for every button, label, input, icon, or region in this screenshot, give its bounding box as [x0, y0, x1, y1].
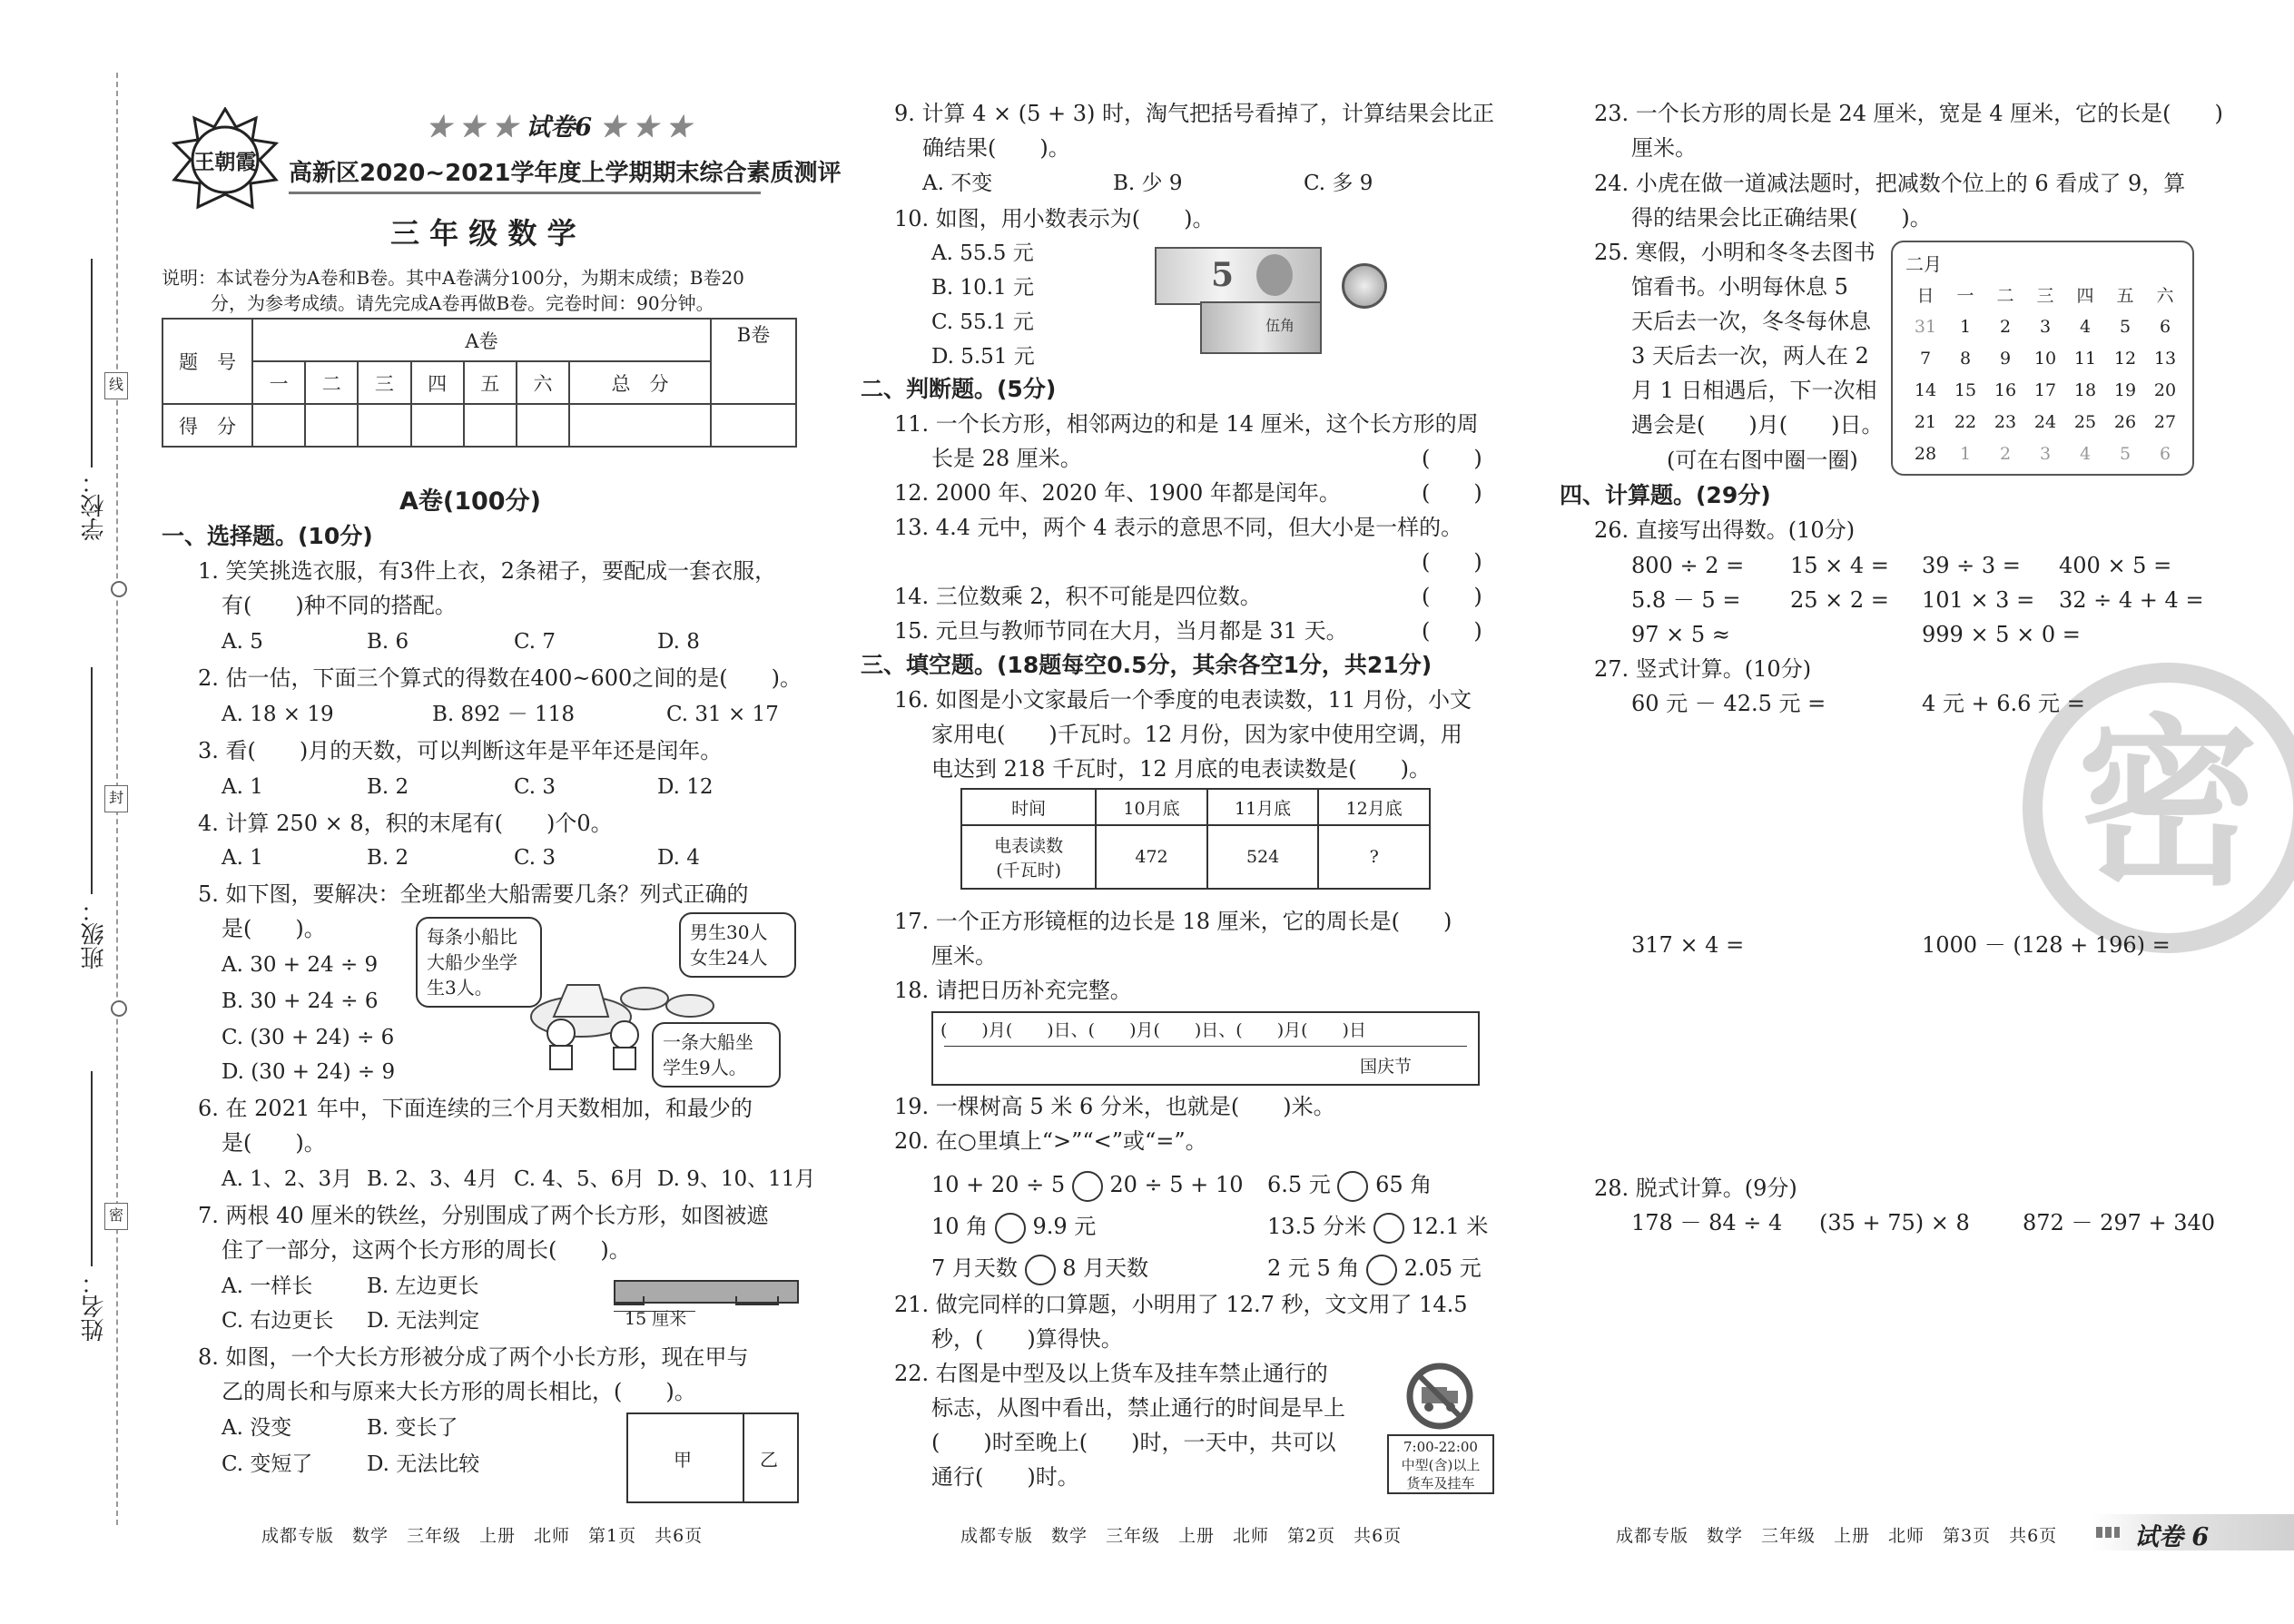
- q18-holiday-label: 国庆节: [1360, 1057, 1413, 1077]
- calendar-day[interactable]: 4: [2079, 316, 2092, 337]
- q6-text: 是( )。: [222, 1130, 326, 1156]
- q7-option-b[interactable]: B. 左边更长: [367, 1275, 479, 1298]
- calendar-day-other-month[interactable]: 4: [2079, 443, 2092, 464]
- coin-icon: [1342, 263, 1387, 309]
- score-col: 三: [358, 361, 410, 404]
- banknote-5jiao-icon: 伍角: [1200, 301, 1322, 354]
- calendar-day[interactable]: 17: [2033, 379, 2057, 400]
- calendar-day[interactable]: 12: [2113, 348, 2137, 369]
- q3-text: 3. 看( )月的天数，可以判断这年是平年还是闰年。: [198, 738, 723, 763]
- q20-item-1: 10 + 20 ÷ 5 20 ÷ 5 + 10: [931, 1167, 1243, 1202]
- name-field-label: 姓名：: [81, 1271, 108, 1342]
- q16-meter-table: [960, 788, 1431, 890]
- calendar-day[interactable]: 20: [2153, 379, 2177, 400]
- q14-text: 14. 三位数乘 2，积不可能是四位数。: [894, 584, 1262, 609]
- score-cell[interactable]: [411, 404, 464, 447]
- q17-text: 厘米。: [931, 943, 997, 969]
- q26-item: 800 ÷ 2 =: [1631, 553, 1745, 578]
- q7-text: 7. 两根 40 厘米的铁丝，分别围成了两个长方形，如图被遮: [198, 1203, 769, 1228]
- q8-option-b[interactable]: B. 变长了: [367, 1416, 458, 1440]
- q3-option-a[interactable]: A. 1: [222, 775, 263, 799]
- q12-text: 12. 2000 年、2020 年、1900 年都是闰年。: [894, 480, 1341, 506]
- q25-text: 遇会是( )月( )日。: [1631, 412, 1884, 438]
- q9-option-a[interactable]: A. 不变: [922, 172, 993, 195]
- calendar-day[interactable]: 14: [1914, 379, 1937, 400]
- q20-item-5: 7 月天数 8 月天数: [931, 1251, 1148, 1285]
- q5-text: 5. 如下图，要解决：全班都坐大船需要几条？列式正确的: [198, 881, 749, 907]
- q16-text: 电达到 218 千瓦时，12 月底的电表读数是( )。: [931, 756, 1431, 782]
- q8-text: 8. 如图，一个大长方形被分成了两个小长方形，现在甲与: [198, 1344, 749, 1370]
- meter-row-label: 电表读数 (千瓦时): [961, 825, 1096, 889]
- weekday-label: 三: [2036, 286, 2054, 306]
- q2-text: 2. 估一估，下面三个算式的得数在400~600之间的是( )。: [198, 665, 802, 691]
- q5-text: 是( )。: [222, 916, 326, 941]
- score-col: 四: [411, 361, 464, 404]
- meter-header: 12月底: [1318, 789, 1430, 825]
- section-a-title: A卷(100分): [399, 487, 541, 516]
- q1-text: 有( )种不同的搭配。: [222, 593, 457, 618]
- meter-value: ?: [1318, 825, 1430, 889]
- q10-option-c[interactable]: C. 55.1 元: [931, 310, 1034, 334]
- q18-text: 18. 请把日历补充完整。: [894, 978, 1132, 1003]
- q27-expr: 1000 － (128 + 196) =: [1922, 932, 2171, 958]
- calendar-day-other-month[interactable]: 3: [2039, 443, 2052, 464]
- calendar-day[interactable]: 1: [1959, 316, 1972, 337]
- score-cell[interactable]: [252, 404, 305, 447]
- q25-february-calendar: [1891, 241, 2194, 476]
- seal-mark-secret: 密: [104, 1203, 128, 1230]
- q16-text: 家用电( )千瓦时。12 月份，因为家中使用空调，用: [931, 722, 1462, 747]
- q1-option-c[interactable]: C. 7: [514, 630, 556, 654]
- calendar-day[interactable]: 26: [2113, 411, 2137, 432]
- calendar-day[interactable]: 11: [2073, 348, 2097, 369]
- q10-option-a[interactable]: A. 55.5 元: [931, 241, 1034, 265]
- q17-text: 17. 一个正方形镜框的边长是 18 厘米，它的周长是( ): [894, 909, 1452, 934]
- score-col: 五: [464, 361, 517, 404]
- q20-item-6: 2 元 5 角 2.05 元: [1267, 1251, 1482, 1285]
- q23-text: 23. 一个长方形的周长是 24 厘米，宽是 4 厘米，它的长是( ): [1594, 101, 2223, 126]
- calendar-day[interactable]: 24: [2033, 411, 2057, 432]
- calendar-day[interactable]: 2: [1999, 316, 2012, 337]
- calendar-day[interactable]: 22: [1954, 411, 1977, 432]
- q1-option-d[interactable]: D. 8: [657, 630, 700, 654]
- calendar-day[interactable]: 16: [1994, 379, 2017, 400]
- logo-badge: [162, 107, 289, 216]
- calendar-day[interactable]: 21: [1914, 411, 1937, 432]
- compare-circle-icon[interactable]: [1025, 1255, 1056, 1285]
- q26-item: 5.8 － 5 =: [1631, 587, 1741, 613]
- instructions-line-1: 说明：本试卷分为A卷和B卷。其中A卷满分100分，为期末成绩；B卷20: [162, 267, 744, 289]
- q8-part-jia: 甲: [674, 1449, 692, 1471]
- q26-item: 97 × 5 ≈: [1631, 622, 1730, 647]
- q5-bubble-big-boat: 一条大船坐 学生9人。: [652, 1022, 781, 1088]
- q25-text: 天后去一次，冬冬每休息: [1631, 309, 1871, 334]
- binding-hole-icon: [111, 581, 127, 597]
- q7-figure-label: 15 厘米: [625, 1309, 687, 1329]
- q6-option-c[interactable]: C. 4、5、6月: [514, 1167, 645, 1191]
- calendar-day[interactable]: 25: [2073, 411, 2097, 432]
- score-row-label: 得 分: [162, 404, 252, 447]
- q5-option-d[interactable]: D. (30 + 24) ÷ 9: [222, 1060, 396, 1084]
- q8-part-yi: 乙: [760, 1449, 778, 1471]
- binding-hole-icon: [111, 1000, 127, 1017]
- score-table-b-header: B卷: [711, 319, 796, 404]
- class-field-label: 班级：: [81, 899, 108, 969]
- meter-value: 524: [1207, 825, 1319, 889]
- q9-option-c[interactable]: C. 多 9: [1304, 172, 1373, 195]
- header-subtitle: 高新区2020~2021学年度上学期期末综合素质测评: [289, 151, 761, 194]
- q6-option-a[interactable]: A. 1、2、3月: [222, 1167, 353, 1191]
- calendar-day[interactable]: 10: [2033, 348, 2057, 369]
- q10-option-b[interactable]: B. 10.1 元: [931, 276, 1035, 300]
- q9-option-b[interactable]: B. 少 9: [1113, 172, 1183, 195]
- q27-expr: 317 × 4 =: [1631, 932, 1745, 958]
- calendar-day[interactable]: 15: [1954, 379, 1977, 400]
- q26-item: 32 ÷ 4 + 4 =: [2059, 587, 2204, 613]
- q1-option-b[interactable]: B. 6: [367, 630, 409, 654]
- q22-text: ( )时至晚上( )时，一天中，共可以: [931, 1430, 1336, 1455]
- q9-text: 确结果( )。: [922, 135, 1070, 161]
- q16-text: 16. 如图是小文家最后一个季度的电表读数，11 月份，小文: [894, 687, 1472, 713]
- q10-option-d[interactable]: D. 5.51 元: [931, 345, 1035, 369]
- q4-option-d[interactable]: D. 4: [657, 846, 700, 870]
- meter-header: 11月底: [1207, 789, 1319, 825]
- compare-circle-icon[interactable]: [995, 1213, 1026, 1244]
- section-3-title: 三、填空题。(18题每空0.5分，其余各空1分，共21分): [861, 652, 1433, 678]
- q15-text: 15. 元旦与教师节同在大月，当月都是 31 天。: [894, 618, 1348, 644]
- calendar-grid: [1905, 279, 2185, 469]
- q7-option-a[interactable]: A. 一样长: [222, 1275, 313, 1298]
- q7-text: 住了一部分，这两个长方形的周长( )。: [222, 1237, 631, 1263]
- q14-answer-box[interactable]: ( ): [1422, 584, 1482, 609]
- q12-answer-box[interactable]: ( ): [1422, 480, 1482, 506]
- score-cell[interactable]: [517, 404, 569, 447]
- page-3-footer: 成都专版 数学 三年级 上册 北师 第3页 共6页: [1616, 1526, 2058, 1546]
- calendar-day[interactable]: 23: [1994, 411, 2017, 432]
- score-table-row-label: 题 号: [162, 319, 252, 404]
- q11-text: 11. 一个长方形，相邻两边的和是 14 厘米，这个长方形的周: [894, 411, 1479, 437]
- q15-answer-box[interactable]: ( ): [1422, 618, 1482, 644]
- q27-expr: 4 元 + 6.6 元 =: [1922, 691, 2085, 716]
- meter-header: 时间: [961, 789, 1096, 825]
- subject-title: 三 年 级 数 学: [390, 216, 576, 251]
- q22-text: 标志，从图中看出，禁止通行的时间是早上: [931, 1395, 1345, 1421]
- q22-text: 通行( )时。: [931, 1464, 1079, 1490]
- score-cell[interactable]: [569, 404, 711, 447]
- q27-text: 27. 竖式计算。(10分): [1594, 656, 1812, 682]
- watermark-seal: 密: [2023, 663, 2294, 953]
- q3-option-b[interactable]: B. 2: [367, 775, 409, 799]
- seal-mark-line: 线: [104, 372, 128, 399]
- score-cell[interactable]: [711, 404, 796, 447]
- paper-label: ★ ★ ★ 试卷6 ★ ★ ★: [427, 113, 692, 142]
- q21-text: 秒，( )算得快。: [931, 1326, 1123, 1352]
- calendar-day[interactable]: 27: [2153, 411, 2177, 432]
- calendar-day-other-month[interactable]: 6: [2159, 443, 2171, 464]
- q25-text: 月 1 日相遇后，下一次相: [1631, 378, 1877, 403]
- section-2-title: 二、判断题。(5分): [861, 376, 1057, 402]
- q7-option-d[interactable]: D. 无法判定: [367, 1309, 480, 1333]
- compare-circle-icon[interactable]: [1373, 1213, 1404, 1244]
- q20-item-3: 10 角 9.9 元: [931, 1209, 1096, 1244]
- calendar-day[interactable]: 3: [2039, 316, 2052, 337]
- weekday-label: 二: [1996, 286, 2014, 306]
- q6-option-b[interactable]: B. 2、3、4月: [367, 1167, 498, 1191]
- page-1-footer: 成都专版 数学 三年级 上册 北师 第1页 共6页: [261, 1526, 704, 1546]
- calendar-day[interactable]: 5: [2119, 316, 2132, 337]
- q2-option-b[interactable]: B. 892 － 118: [432, 703, 575, 726]
- q3-option-c[interactable]: C. 3: [514, 775, 556, 799]
- calendar-day-other-month[interactable]: 5: [2119, 443, 2132, 464]
- calendar-day-other-month[interactable]: 31: [1914, 316, 1937, 337]
- school-field-label: 学校：: [81, 470, 108, 541]
- q4-option-c[interactable]: C. 3: [514, 846, 556, 870]
- q11-text: 长是 28 厘米。: [931, 446, 1082, 471]
- q23-text: 厘米。: [1631, 135, 1697, 161]
- q24-text: 24. 小虎在做一道减法题时，把减数个位上的 6 看成了 9，算: [1594, 171, 2186, 196]
- q25-hint: (可在右图中圈一圈): [1667, 448, 1858, 473]
- q21-text: 21. 做完同样的口算题，小明用了 12.7 秒，文文用了 14.5: [894, 1292, 1468, 1317]
- q1-option-a[interactable]: A. 5: [222, 630, 263, 654]
- instructions-line-2: 分，为参考成绩。请先完成A卷再做B卷。完卷时间：90分钟。: [211, 292, 714, 314]
- calendar-day-other-month[interactable]: 2: [1999, 443, 2012, 464]
- q8-option-d[interactable]: D. 无法比较: [367, 1452, 480, 1476]
- score-col: 六: [517, 361, 569, 404]
- compare-circle-icon[interactable]: [1337, 1171, 1368, 1202]
- q2-option-c[interactable]: C. 31 × 17: [666, 703, 779, 726]
- no-truck-sign-icon: [1405, 1362, 1474, 1431]
- q8-text: 乙的周长和与原来大长方形的周长相比，( )。: [222, 1379, 696, 1404]
- q8-rectangle-figure: [626, 1412, 799, 1503]
- q28-text: 28. 脱式计算。(9分): [1594, 1176, 1797, 1201]
- q5-option-a[interactable]: A. 30 + 24 ÷ 9: [222, 953, 379, 977]
- q7-option-c[interactable]: C. 右边更长: [222, 1309, 334, 1333]
- q5-option-c[interactable]: C. (30 + 24) ÷ 6: [222, 1026, 395, 1049]
- q27-expr: 60 元 － 42.5 元 =: [1631, 691, 1826, 716]
- q8-option-a[interactable]: A. 没变: [222, 1416, 292, 1440]
- q2-option-a[interactable]: A. 18 × 19: [222, 703, 334, 726]
- score-col: 一: [252, 361, 305, 404]
- score-cell[interactable]: [464, 404, 517, 447]
- q25-text: 馆看书。小明每休息 5: [1631, 274, 1848, 300]
- q4-text: 4. 计算 250 × 8，积的末尾有( )个0。: [198, 811, 613, 836]
- q28-expr: 872 － 297 + 340: [2023, 1210, 2216, 1235]
- logo-text: 王朝霞: [193, 150, 257, 174]
- q28-expr: 178 － 84 ÷ 4: [1631, 1210, 1783, 1235]
- calendar-day[interactable]: 28: [1914, 443, 1937, 464]
- q26-item: 25 × 2 =: [1790, 587, 1889, 613]
- calendar-day[interactable]: 13: [2153, 348, 2177, 369]
- q26-item: 15 × 4 =: [1790, 553, 1889, 578]
- q22-sign-plate: 7:00-22:00 中型(含)以上 货车及挂车: [1387, 1434, 1494, 1494]
- q6-option-d[interactable]: D. 9、10、11月: [657, 1167, 816, 1191]
- q19-text: 19. 一棵树高 5 米 6 分米，也就是( )米。: [894, 1094, 1335, 1119]
- calendar-day[interactable]: 7: [1919, 348, 1932, 369]
- q4-option-a[interactable]: A. 1: [222, 846, 263, 870]
- section-4-title: 四、计算题。(29分): [1560, 482, 1771, 508]
- q5-bubble-students: 男生30人 女生24人: [679, 912, 796, 978]
- q4-option-b[interactable]: B. 2: [367, 846, 409, 870]
- compare-circle-icon[interactable]: [1366, 1255, 1397, 1285]
- q11-answer-box[interactable]: ( ): [1422, 446, 1482, 471]
- q1-text: 1. 笑笑挑选衣服，有3件上衣，2条裙子，要配成一套衣服，: [198, 558, 777, 584]
- weekday-label: 一: [1956, 286, 1974, 306]
- q5-option-b[interactable]: B. 30 + 24 ÷ 6: [222, 989, 379, 1013]
- q10-text: 10. 如图，用小数表示为( )。: [894, 206, 1215, 231]
- score-table-a-header: A卷: [252, 319, 711, 361]
- q26-item: 999 × 5 × 0 =: [1922, 622, 2081, 647]
- paper-tag: [2092, 1514, 2294, 1550]
- q22-text: 22. 右图是中型及以上货车及挂车禁止通行的: [894, 1361, 1328, 1386]
- meter-value: 472: [1096, 825, 1207, 889]
- weekday-label: 日: [1916, 286, 1935, 306]
- q6-text: 6. 在 2021 年中，下面连续的三个月天数相加，和最少的: [198, 1096, 753, 1121]
- q13-text: 13. 4.4 元中，两个 4 表示的意思不同，但大小是一样的。: [894, 515, 1463, 540]
- q18-blanks[interactable]: ( )月( )日、( )月( )日、( )月( )日: [940, 1020, 1366, 1040]
- paper-tag-icon: [2096, 1527, 2120, 1538]
- calendar-day[interactable]: 8: [1959, 348, 1972, 369]
- paper-tag-text: 试卷 6: [2134, 1523, 2210, 1551]
- q20-item-4: 13.5 分米 12.1 米: [1267, 1209, 1488, 1244]
- q9-text: 9. 计算 4 × (5 + 3) 时，淘气把括号看掉了，计算结果会比正: [894, 101, 1495, 126]
- q20-item-2: 6.5 元 65 角: [1267, 1167, 1432, 1202]
- calendar-day[interactable]: 18: [2073, 379, 2097, 400]
- q26-item: 39 ÷ 3 =: [1922, 553, 2021, 578]
- calendar-month-title: 二月: [1905, 253, 1942, 275]
- weekday-label: 五: [2116, 286, 2134, 306]
- q5-bubble-small-boat: 每条小船比 大船少坐学 生3人。: [416, 917, 542, 1008]
- q26-item: 400 × 5 =: [2059, 553, 2172, 578]
- q26-item: 101 × 3 =: [1922, 587, 2035, 613]
- q25-text: 3 天后去一次，两人在 2: [1631, 343, 1869, 369]
- q24-text: 得的结果会比正确结果( )。: [1631, 205, 1932, 231]
- score-col: 二: [305, 361, 358, 404]
- weekday-label: 六: [2156, 286, 2174, 306]
- q26-text: 26. 直接写出得数。(10分): [1594, 517, 1856, 543]
- page-2-footer: 成都专版 数学 三年级 上册 北师 第2页 共6页: [960, 1526, 1403, 1546]
- meter-header: 10月底: [1096, 789, 1207, 825]
- calendar-day-other-month[interactable]: 1: [1959, 443, 1972, 464]
- q28-expr: (35 + 75) × 8: [1819, 1210, 1970, 1235]
- weekday-label: 四: [2076, 286, 2094, 306]
- score-col: 总 分: [569, 361, 711, 404]
- calendar-day[interactable]: 9: [1999, 348, 2012, 369]
- seal-mark-seal: 封: [104, 785, 128, 812]
- score-cell[interactable]: [358, 404, 410, 447]
- q13-answer-box[interactable]: ( ): [1422, 549, 1482, 575]
- q20-text: 20. 在○里填上“>”“<”或“=”。: [894, 1128, 1207, 1154]
- compare-circle-icon[interactable]: [1072, 1171, 1103, 1202]
- banknote-5-icon: 5: [1155, 247, 1322, 305]
- q25-text: 25. 寒假，小明和冬冬去图书: [1594, 240, 1876, 265]
- q8-option-c[interactable]: C. 变短了: [222, 1452, 313, 1476]
- section-1-title: 一、选择题。(10分): [162, 523, 373, 549]
- score-cell[interactable]: [305, 404, 358, 447]
- calendar-day[interactable]: 19: [2113, 379, 2137, 400]
- q18-calendar-box: [931, 1011, 1480, 1086]
- calendar-day[interactable]: 6: [2159, 316, 2171, 337]
- q3-option-d[interactable]: D. 12: [657, 775, 714, 799]
- score-table: [162, 318, 797, 448]
